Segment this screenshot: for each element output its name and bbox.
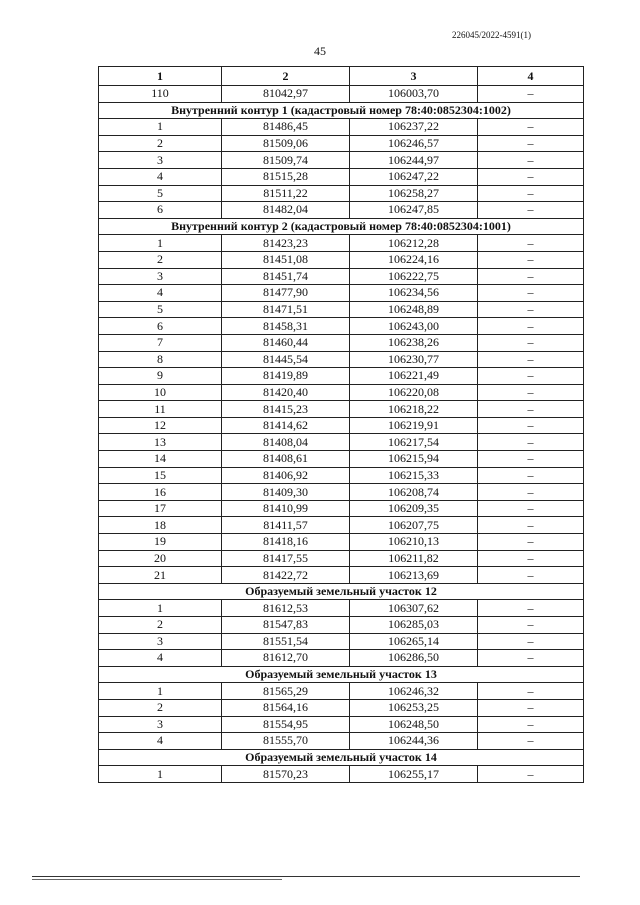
y-coordinate: 106307,62 bbox=[350, 600, 478, 617]
x-coordinate: 81555,70 bbox=[222, 733, 350, 750]
point-number: 18 bbox=[99, 517, 222, 534]
section-row bbox=[99, 666, 584, 683]
section-title: Образуемый земельный участок 14 bbox=[99, 749, 584, 766]
x-coordinate: 81451,74 bbox=[222, 268, 350, 285]
note-cell: – bbox=[478, 467, 584, 484]
footer-rule bbox=[32, 876, 580, 877]
point-number: 4 bbox=[99, 285, 222, 302]
y-coordinate: 106244,36 bbox=[350, 733, 478, 750]
note-cell: – bbox=[478, 351, 584, 368]
x-coordinate: 81414,62 bbox=[222, 417, 350, 434]
column-header: 2 bbox=[222, 67, 350, 86]
note-cell: – bbox=[478, 699, 584, 716]
x-coordinate: 81415,23 bbox=[222, 401, 350, 418]
point-number: 8 bbox=[99, 351, 222, 368]
page-number: 45 bbox=[314, 44, 326, 58]
table-row bbox=[99, 135, 584, 152]
column-header: 1 bbox=[99, 67, 222, 86]
point-number: 1 bbox=[99, 683, 222, 700]
x-coordinate: 81509,06 bbox=[222, 135, 350, 152]
table-row bbox=[99, 534, 584, 551]
section-title: Образуемый земельный участок 12 bbox=[99, 583, 584, 600]
y-coordinate: 106246,57 bbox=[350, 135, 478, 152]
note-cell: – bbox=[478, 368, 584, 385]
table-row bbox=[99, 119, 584, 136]
x-coordinate: 81564,16 bbox=[222, 699, 350, 716]
table-row bbox=[99, 517, 584, 534]
y-coordinate: 106215,94 bbox=[350, 451, 478, 468]
x-coordinate: 81417,55 bbox=[222, 550, 350, 567]
table-header-row bbox=[99, 67, 584, 86]
y-coordinate: 106247,85 bbox=[350, 202, 478, 219]
y-coordinate: 106212,28 bbox=[350, 235, 478, 252]
note-cell: – bbox=[478, 235, 584, 252]
x-coordinate: 81458,31 bbox=[222, 318, 350, 335]
point-number: 4 bbox=[99, 650, 222, 667]
point-number: 12 bbox=[99, 417, 222, 434]
note-cell: – bbox=[478, 550, 584, 567]
x-coordinate: 81042,97 bbox=[222, 86, 350, 103]
y-coordinate: 106286,50 bbox=[350, 650, 478, 667]
table-row bbox=[99, 235, 584, 252]
y-coordinate: 106255,17 bbox=[350, 766, 478, 783]
section-title: Внутренний контур 1 (кадастровый номер 78:40:0852304:1002) bbox=[99, 102, 584, 119]
footer-rule-short bbox=[32, 879, 282, 880]
note-cell: – bbox=[478, 451, 584, 468]
y-coordinate: 106244,97 bbox=[350, 152, 478, 169]
note-cell: – bbox=[478, 152, 584, 169]
y-coordinate: 106221,49 bbox=[350, 368, 478, 385]
point-number: 11 bbox=[99, 401, 222, 418]
note-cell: – bbox=[478, 318, 584, 335]
document-number: 226045/2022-4591(1) bbox=[452, 30, 531, 40]
y-coordinate: 106230,77 bbox=[350, 351, 478, 368]
note-cell: – bbox=[478, 285, 584, 302]
point-number: 19 bbox=[99, 534, 222, 551]
note-cell: – bbox=[478, 185, 584, 202]
point-number: 21 bbox=[99, 567, 222, 584]
section-row bbox=[99, 749, 584, 766]
point-number: 4 bbox=[99, 733, 222, 750]
note-cell: – bbox=[478, 484, 584, 501]
point-number: 5 bbox=[99, 185, 222, 202]
y-coordinate: 106220,08 bbox=[350, 384, 478, 401]
point-number: 9 bbox=[99, 368, 222, 385]
y-coordinate: 106265,14 bbox=[350, 633, 478, 650]
x-coordinate: 81451,08 bbox=[222, 251, 350, 268]
y-coordinate: 106248,50 bbox=[350, 716, 478, 733]
x-coordinate: 81410,99 bbox=[222, 500, 350, 517]
x-coordinate: 81409,30 bbox=[222, 484, 350, 501]
table-row bbox=[99, 318, 584, 335]
point-number: 15 bbox=[99, 467, 222, 484]
note-cell: – bbox=[478, 434, 584, 451]
point-number: 13 bbox=[99, 434, 222, 451]
note-cell: – bbox=[478, 401, 584, 418]
y-coordinate: 106253,25 bbox=[350, 699, 478, 716]
column-header: 4 bbox=[478, 67, 584, 86]
note-cell: – bbox=[478, 650, 584, 667]
table-row bbox=[99, 467, 584, 484]
point-number: 3 bbox=[99, 716, 222, 733]
note-cell: – bbox=[478, 567, 584, 584]
table-row bbox=[99, 550, 584, 567]
table-row bbox=[99, 417, 584, 434]
x-coordinate: 81477,90 bbox=[222, 285, 350, 302]
note-cell: – bbox=[478, 517, 584, 534]
table-row bbox=[99, 500, 584, 517]
y-coordinate: 106213,69 bbox=[350, 567, 478, 584]
table-row bbox=[99, 484, 584, 501]
section-title: Внутренний контур 2 (кадастровый номер 78:40:0852304:1001) bbox=[99, 218, 584, 235]
y-coordinate: 106207,75 bbox=[350, 517, 478, 534]
y-coordinate: 106247,22 bbox=[350, 168, 478, 185]
point-number: 6 bbox=[99, 202, 222, 219]
y-coordinate: 106219,91 bbox=[350, 417, 478, 434]
y-coordinate: 106248,89 bbox=[350, 301, 478, 318]
x-coordinate: 81612,53 bbox=[222, 600, 350, 617]
table-row bbox=[99, 334, 584, 351]
note-cell: – bbox=[478, 617, 584, 634]
point-number: 1 bbox=[99, 766, 222, 783]
x-coordinate: 81486,45 bbox=[222, 119, 350, 136]
y-coordinate: 106237,22 bbox=[350, 119, 478, 136]
point-number: 10 bbox=[99, 384, 222, 401]
table-row bbox=[99, 617, 584, 634]
table-row bbox=[99, 285, 584, 302]
point-number: 3 bbox=[99, 152, 222, 169]
table-row bbox=[99, 384, 584, 401]
point-number: 6 bbox=[99, 318, 222, 335]
x-coordinate: 81471,51 bbox=[222, 301, 350, 318]
note-cell: – bbox=[478, 301, 584, 318]
table-row bbox=[99, 401, 584, 418]
x-coordinate: 81423,23 bbox=[222, 235, 350, 252]
y-coordinate: 106218,22 bbox=[350, 401, 478, 418]
section-row bbox=[99, 583, 584, 600]
point-number: 14 bbox=[99, 451, 222, 468]
table-row bbox=[99, 351, 584, 368]
x-coordinate: 81411,57 bbox=[222, 517, 350, 534]
x-coordinate: 81565,29 bbox=[222, 683, 350, 700]
note-cell: – bbox=[478, 733, 584, 750]
note-cell: – bbox=[478, 135, 584, 152]
coordinates-table bbox=[98, 66, 584, 783]
point-number: 16 bbox=[99, 484, 222, 501]
table-row bbox=[99, 185, 584, 202]
table-row bbox=[99, 152, 584, 169]
table-row bbox=[99, 202, 584, 219]
x-coordinate: 81515,28 bbox=[222, 168, 350, 185]
section-row bbox=[99, 102, 584, 119]
table-row bbox=[99, 301, 584, 318]
table-row bbox=[99, 699, 584, 716]
note-cell: – bbox=[478, 384, 584, 401]
table-row bbox=[99, 633, 584, 650]
y-coordinate: 106258,27 bbox=[350, 185, 478, 202]
point-number: 4 bbox=[99, 168, 222, 185]
table-row bbox=[99, 251, 584, 268]
note-cell: – bbox=[478, 683, 584, 700]
table-row bbox=[99, 716, 584, 733]
note-cell: – bbox=[478, 716, 584, 733]
table-body bbox=[99, 86, 584, 783]
point-number: 2 bbox=[99, 617, 222, 634]
table-row bbox=[99, 451, 584, 468]
point-number: 1 bbox=[99, 119, 222, 136]
x-coordinate: 81509,74 bbox=[222, 152, 350, 169]
x-coordinate: 81511,22 bbox=[222, 185, 350, 202]
x-coordinate: 81554,95 bbox=[222, 716, 350, 733]
y-coordinate: 106222,75 bbox=[350, 268, 478, 285]
x-coordinate: 81445,54 bbox=[222, 351, 350, 368]
y-coordinate: 106224,16 bbox=[350, 251, 478, 268]
column-header: 3 bbox=[350, 67, 478, 86]
y-coordinate: 106208,74 bbox=[350, 484, 478, 501]
point-number: 20 bbox=[99, 550, 222, 567]
x-coordinate: 81419,89 bbox=[222, 368, 350, 385]
y-coordinate: 106234,56 bbox=[350, 285, 478, 302]
note-cell: – bbox=[478, 268, 584, 285]
table-row bbox=[99, 733, 584, 750]
table-row bbox=[99, 600, 584, 617]
point-number: 1 bbox=[99, 235, 222, 252]
x-coordinate: 81406,92 bbox=[222, 467, 350, 484]
note-cell: – bbox=[478, 600, 584, 617]
y-coordinate: 106210,13 bbox=[350, 534, 478, 551]
y-coordinate: 106243,00 bbox=[350, 318, 478, 335]
point-number: 2 bbox=[99, 251, 222, 268]
x-coordinate: 81547,83 bbox=[222, 617, 350, 634]
table-row bbox=[99, 168, 584, 185]
x-coordinate: 81408,04 bbox=[222, 434, 350, 451]
point-number: 3 bbox=[99, 268, 222, 285]
note-cell: – bbox=[478, 334, 584, 351]
table-row bbox=[99, 766, 584, 783]
y-coordinate: 106209,35 bbox=[350, 500, 478, 517]
note-cell: – bbox=[478, 202, 584, 219]
point-number: 2 bbox=[99, 699, 222, 716]
x-coordinate: 81570,23 bbox=[222, 766, 350, 783]
x-coordinate: 81551,54 bbox=[222, 633, 350, 650]
y-coordinate: 106285,03 bbox=[350, 617, 478, 634]
table-row bbox=[99, 434, 584, 451]
table-row bbox=[99, 268, 584, 285]
y-coordinate: 106003,70 bbox=[350, 86, 478, 103]
point-number: 3 bbox=[99, 633, 222, 650]
note-cell: – bbox=[478, 251, 584, 268]
note-cell: – bbox=[478, 168, 584, 185]
point-number: 7 bbox=[99, 334, 222, 351]
table-row bbox=[99, 650, 584, 667]
section-row bbox=[99, 218, 584, 235]
x-coordinate: 81408,61 bbox=[222, 451, 350, 468]
point-number: 2 bbox=[99, 135, 222, 152]
table-row bbox=[99, 368, 584, 385]
table-row bbox=[99, 683, 584, 700]
point-number: 110 bbox=[99, 86, 222, 103]
note-cell: – bbox=[478, 119, 584, 136]
y-coordinate: 106211,82 bbox=[350, 550, 478, 567]
section-title: Образуемый земельный участок 13 bbox=[99, 666, 584, 683]
x-coordinate: 81612,70 bbox=[222, 650, 350, 667]
x-coordinate: 81422,72 bbox=[222, 567, 350, 584]
x-coordinate: 81418,16 bbox=[222, 534, 350, 551]
note-cell: – bbox=[478, 534, 584, 551]
point-number: 5 bbox=[99, 301, 222, 318]
y-coordinate: 106217,54 bbox=[350, 434, 478, 451]
table-row bbox=[99, 86, 584, 103]
table-row bbox=[99, 567, 584, 584]
x-coordinate: 81482,04 bbox=[222, 202, 350, 219]
note-cell: – bbox=[478, 633, 584, 650]
y-coordinate: 106246,32 bbox=[350, 683, 478, 700]
y-coordinate: 106238,26 bbox=[350, 334, 478, 351]
note-cell: – bbox=[478, 417, 584, 434]
note-cell: – bbox=[478, 500, 584, 517]
x-coordinate: 81420,40 bbox=[222, 384, 350, 401]
point-number: 17 bbox=[99, 500, 222, 517]
point-number: 1 bbox=[99, 600, 222, 617]
note-cell: – bbox=[478, 86, 584, 103]
note-cell: – bbox=[478, 766, 584, 783]
y-coordinate: 106215,33 bbox=[350, 467, 478, 484]
x-coordinate: 81460,44 bbox=[222, 334, 350, 351]
